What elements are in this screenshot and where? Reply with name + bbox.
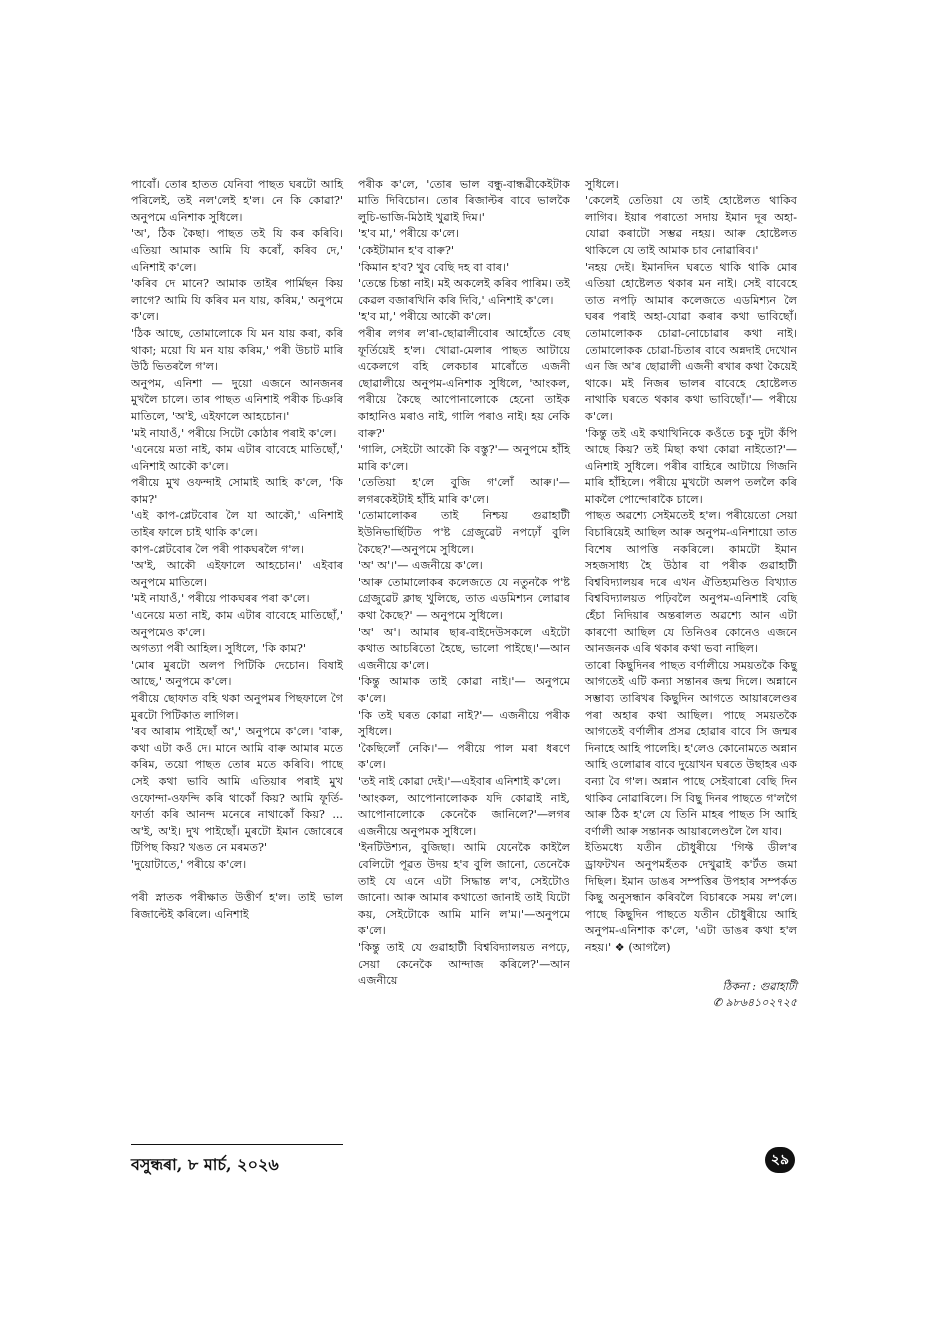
article-column-3 [585,160,797,1028]
author-signature [585,979,797,1011]
column-3-text: সুধিলে। 'কেলেই তেতিয়া যে তাই হোষ্টেলত থাকিব লাগিব। ইয়াৰ পৰাতো সদায় ইমান দূৰ অহা-যোৱা কৰাটো সম্ভৱ নহয়। আৰু হোষ্টেলত থাকিলে যে তাই আমাক চাব নোৱাৰিব।' 'নহয় দেই। ইমানদিন ঘৰতে থাকি থাকি মোৰ এতিয়া হোষ্টেলত থকাৰ মন নাই। সেই বাবেহে তাত নপঢ়ি আমাৰ কলেজতে এডমিশ্যন লৈ ঘৰৰ পৰাই অহা-যোৱা কৰাৰ কথা ভাবিছোঁ। তোমালোকক চোৱা-নোচোৱাৰ কথা নাই। তোমালোকক চোৱা-চিতাৰ বাবে অন্নদাই দেখোন এন জি অ'ৰ ছোৱালী এজনী ৰখাৰ কথা কৈয়েই থাকে। মই নিজৰ ভালৰ বাবেহে হোষ্টেলত নাথাকি ঘৰতে থকাৰ কথা ভাবিছোঁ।'— পৰীয়ে ক'লে। 'কিন্তু তই এই কথাখিনিকে কওঁতে চকু দুটা কঁপি আছে কিয়? তই মিছা কথা কোৱা নাইতো?'—এনিশাই সুধিলে। পৰীৰ বাহিৰে আটায়ে গিজনি মাৰি হাঁহিলে। পৰীয়ে মুখটো অলপ তললৈ কৰি মাকলৈ পোন্দোৰাকৈ চালে। পাছত অৱশ্যে সেইমতেই হ'ল। পৰীয়েতো সেয়া বিচাৰিয়েই আছিল আৰু অনুপম-এনিশায়ো তাত বিশেষ আপত্তি নকৰিলে। কামটো ইমান সহজসাধ্য হৈ উঠাৰ বা পৰীক গুৱাহাটী বিশ্ববিদ্যালয়ৰ দৰে এখন ঐতিহ্যমণ্ডিত বিখ্যাত বিশ্ববিদ্যালয়ত পঢ়িবলৈ অনুপম-এনিশাই বেছি হেঁচা নিদিয়াৰ অন্তৰালত অৱশ্যে আন এটা কাৰণো আছিল যে তিনিওৰ কোনেও এজনে আনজনক এৰি থকাৰ কথা ভবা নাছিল। তাৰো কিছুদিনৰ পাছত বৰ্ণালীয়ে সময়তকৈ কিছু আগতেই এটি কন্যা সন্তানৰ জন্ম দিলে। অন্নানে সম্ভাব্য তাৰিখৰ কিছুদিন আগতে আয়াৰলেণ্ডৰ পৰা অহাৰ কথা আছিল। পাছে সময়তকৈ আগতেই বৰ্ণালীৰ প্ৰসৱ হোৱাৰ বাবে সি জন্মৰ দিনাহে আহি পালেহি। হ'লেও কোনোমতে অন্নান আহি ওলোৱাৰ বাবে দুয়োখন ঘৰতে উছাহৰ এক বন্যা বৈ গ'ল। অন্নান পাছে সেইবাৰো বেছি দিন থাকিব নোৱাৰিলে। সি বিছু দিনৰ পাছতে গ'লগৈ আৰু ঠিক হ'লে যে তিনি মাহৰ পাছত সি আহি বৰ্ণালী আৰু সন্তানক আয়াৰলেণ্ডলৈ লৈ যাব। ইতিমধ্যে যতীন চৌধুৰীয়ে 'গিফ্ট ডীল'ৰ ড্ৰাফটখন অনুপমহঁতক দেখুৱাই ক'ৰ্টত জমা দিছিল। ইমান ডাঙৰ সম্পত্তিৰ উপহাৰ সম্পৰ্কত কিছু অনুসন্ধান কৰিবলৈ বিচাৰকে সময় ল'লে। পাছে কিছুদিন পাছতে যতীন চৌধুৰীয়ে আহি অনুপম-এনিশাক ক'লে, 'এটা ডাঙৰ কথা হ'ল নহয়।' ❖ (আগলৈ) [585,177,797,954]
footer-magazine-date: বসুন্ধৰা, ৮ মাৰ্চ, ২০২৬ [131,1155,279,1174]
article-column-1 [131,160,343,940]
column-1-text: পাবোঁ। তোৰ হাতত যেনিবা পাছত ঘৰটো আহি পৰিলেই, তই নল'লেই হ'ল। নে কি কোৱা?' অনুপমে এনিশাক সুধিলে। 'অ', ঠিক কৈছা। পাছত তই যি কৰ কৰিবি। এতিয়া আমাক আমি যি কৰোঁ, কৰিব দে,' এনিশাই ক'লে। 'কৰিব দে মানে? আমাক তাইৰ পাৰ্মিছন কিয় লাগে? আমি যি কৰিব মন যায়, কৰিম,' অনুপমে ক'লে। 'ঠিক আছে, তোমালোকে যি মন যায় কৰা, কৰি থাকা; ময়ো যি মন যায় কৰিম,' পৰী উচাট মাৰি উঠি ভিতৰলৈ গ'ল। অনুপম, এনিশা — দুয়ো এজনে আনজনৰ মুখলৈ চালে। তাৰ পাছত এনিশাই পৰীক চিঞৰি মাতিলে, 'অ'ই, এইফালে আহচোন।' 'মই নাযাওঁ,' পৰীয়ে সিটো কোঠাৰ পৰাই ক'লে। 'এনেয়ে মতা নাই, কাম এটাৰ বাবেহে মাতিছোঁ,' এনিশাই আকৌ ক'লে। পৰীয়ে মুখ ওফন্দাই সোমাই আহি ক'লে, 'কি কাম?' 'এই কাপ-প্লেটবোৰ লৈ যা আকৌ,' এনিশাই তাইৰ ফালে চাই থাকি ক'লে। কাপ-প্লেটবোৰ লৈ পৰী পাকঘৰলৈ গ'ল। 'অ'ই, আকৌ এইফালে আহচোন।' এইবাৰ অনুপমে মাতিলে। 'মই নাযাওঁ,' পৰীয়ে পাকঘৰৰ পৰা ক'লে। 'এনেয়ে মতা নাই, কাম এটাৰ বাবেহে মাতিছোঁ,' অনুপমেও ক'লে। অগত্যা পৰী আহিল। সুধিলে, 'কি কাম?' 'মোৰ মুৰটো অলপ পিটিকি দেচোন। বিষাই আছে,' অনুপমে ক'লে। পৰীয়ে ছোফাত বহি থকা অনুপমৰ পিছফালে গৈ মুৰটো পিটিকাত লাগিল। 'ৰব আৰাম পাইছোঁ অ',' অনুপমে ক'লে। 'বাৰু, কথা এটা কওঁ দে। মানে আমি বাৰু আমাৰ মতে কৰিম, তয়ো পাছত তোৰ মতে কৰিবি। পাছে সেই কথা ভাবি আমি এতিয়াৰ পৰাই মুখ ওফোন্দা-ওফন্দি কৰি থাকোঁ কিয়? আমি ফূৰ্তি-ফাৰ্তা কৰি আনন্দ মনেৰে নাথাকোঁ কিয়? ... অ'ই, অ'ই। দুখ পাইছোঁ। মুৰটো ইমান জোৰেৰে টিপিছ কিয়? খঙত নে মৰমত?' 'দুয়োটাতে,' পৰীয়ে ক'লে। পৰী স্নাতক পৰীক্ষাত উত্তীৰ্ণ হ'ল। তাই ভাল ৰিজাল্টেই কৰিলে। এনিশাই [131,177,343,921]
footer-divider [131,1144,343,1145]
page-number-badge: ২৯ [765,1147,795,1173]
author-phone: ✆ ৯৮৬৪১০২৭২৫ [712,996,797,1010]
author-address: ঠিকনা : গুৱাহাটী [722,980,797,994]
article-column-2 [358,160,570,1006]
column-2-text: পৰীক ক'লে, 'তোৰ ভাল বন্ধু-বান্ধৱীকেইটাক মাতি দিবিচোন। তোৰ ৰিজাল্টৰ বাবে ভালকৈ লুচি-ভাজি-মিঠাই খুৱাই দিম।' 'হ'ব মা,' পৰীয়ে ক'লে। 'কেইটামান হ'ব বাৰু?' 'কিমান হ'ব? খুব বেছি দহ বা বাৰ।' 'তেন্তে চিন্তা নাই। মই অকলেই কৰিব পাৰিম। তই কেৱল বজাৰখিনি কৰি দিবি,' এনিশাই ক'লে। 'হ'ব মা,' পৰীয়ে আকৌ ক'লে। পৰীৰ লগৰ ল'ৰা-ছোৱালীবোৰ আহোঁতে বেছ ফূৰ্তিয়েই হ'ল। খোৱা-মেলাৰ পাছত আটায়ে একেলগে বহি লেকচাৰ মাৰোঁতে এজনী ছোৱালীয়ে অনুপম-এনিশাক সুধিলে, 'আংকল, পৰীয়ে কৈছে আপোনালোকে হেনো তাইক কাহানিও মৰাও নাই, গালি পৰাও নাই। হয় নেকি বাৰু?' 'গালি, সেইটো আকৌ কি বস্তু?'— অনুপমে হাঁহি মাৰি ক'লে। 'তেতিয়া হ'লে বুজি গ'লোঁ আৰু।'— লগৰকেইটাই হাঁহি মাৰি ক'লে। 'তোমালোকৰ তাই নিশ্চয় গুৱাহাটী ইউনিভাৰ্ছিটিত প'ষ্ট গ্ৰেজুৱেট নপঢ়োঁ বুলি কৈছে?'—অনুপমে সুধিলে। 'অ' অ'।'— এজনীয়ে ক'লে। 'আৰু তোমালোকৰ কলেজতে যে নতুনকৈ প'ষ্ট গ্ৰেজুৱেট ক্লাছ খুলিছে, তাত এডমিশ্যন লোৱাৰ কথা কৈছে?' — অনুপমে সুধিলে। 'অ' অ'। আমাৰ ছাৰ-বাইদেউসকলে এইটো কথাত আচৰিতো হৈছে, ভালো পাইছে।'—আন এজনীয়ে ক'লে। 'কিন্তু আমাক তাই কোৱা নাই।'— অনুপমে ক'লে। 'কি তই ঘৰত কোৱা নাই?'— এজনীয়ে পৰীক সুধিলে। 'কৈছিলোঁ নেকি।'— পৰীয়ে পাল মৰা ধৰণে ক'লে। 'তই নাই কোৱা দেই।'—এইবাৰ এনিশাই ক'লে। 'আংকল, আপোনালোকক যদি কোৱাই নাই, আপোনালোকে কেনেকৈ জানিলে?'—লগৰ এজনীয়ে অনুপমক সুধিলে। 'ইনটিউশ্যন, বুজিছা। আমি যেনেকৈ কাইলৈ বেলিটো পূৱত উদয় হ'ব বুলি জানো, তেনেকৈ তাই যে এনে এটা সিদ্ধান্ত ল'ব, সেইটোও জানো। আৰু আমাৰ কথাতো জানাই তাই যিটো কয়, সেইটোকে আমি মানি ল'ম।'—অনুপমে ক'লে। 'কিন্তু তাই যে গুৱাহাটী বিশ্ববিদ্যালয়ত নপঢ়ে, সেয়া কেনেকৈ আন্দাজ কৰিলে?'—আন এজনীয়ে [358,177,570,988]
